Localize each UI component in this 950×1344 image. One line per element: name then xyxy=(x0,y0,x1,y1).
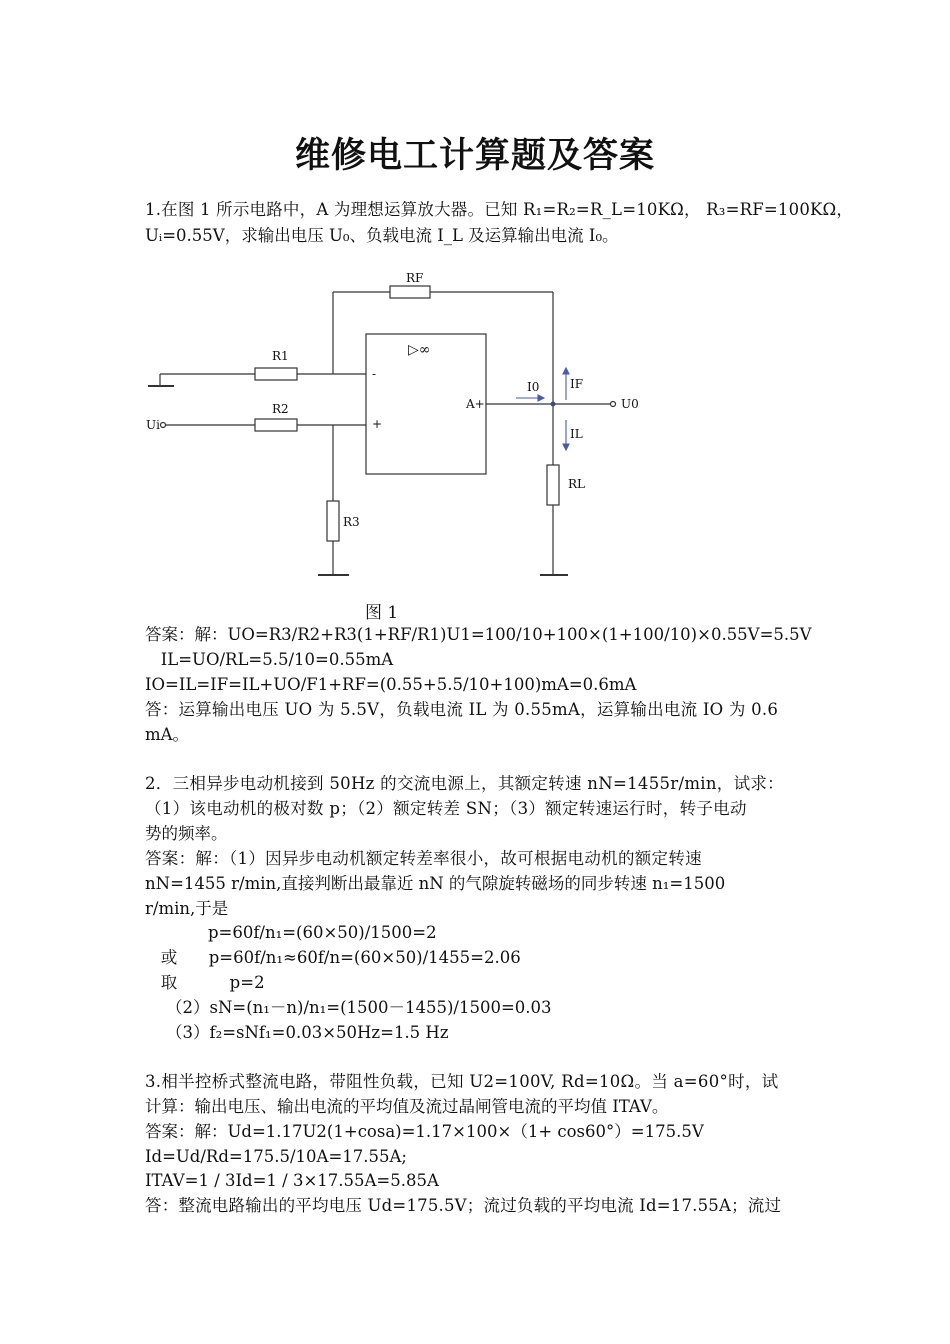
text-line: 答案：解：（1）因异步电动机额定转差率很小，故可根据电动机的额定转速 xyxy=(145,849,702,868)
label-a-plus: A+ xyxy=(466,397,485,411)
text-line: ITAV=1 / 3Id=1 / 3×17.55A=5.85A xyxy=(145,1171,439,1190)
text-line: （3）f₂=sNf₁=0.03×50Hz=1.5 Hz xyxy=(145,1023,449,1042)
text-line: 1.在图 1 所示电路中，A 为理想运算放大器。已知 R₁=R₂=R_L=10KΩ， R₃=RF=100KΩ， xyxy=(145,200,854,219)
text-line: r/min,于是 xyxy=(145,899,229,918)
page-title: 维修电工计算题及答案 xyxy=(294,136,655,176)
text-line: （2）sN=(n₁－n)/n₁=(1500－1455)/1500=0.03 xyxy=(145,998,552,1017)
resistor-r3 xyxy=(327,501,339,541)
text-line: Uᵢ=0.55V，求输出电压 U₀、负载电流 I_L 及运算输出电流 I₀。 xyxy=(145,226,619,245)
text-line: 或 p=60f/n₁≈60f/n=(60×50)/1455=2.06 xyxy=(145,948,521,967)
label-plus: + xyxy=(372,417,383,431)
text-line: 答案：解：UO=R3/R2+R3(1+RF/R1)U1=100/10+100×(1+100/10)×0.55V=5.5V xyxy=(145,625,812,644)
label-rl: RL xyxy=(568,477,586,491)
resistor-r2 xyxy=(255,419,297,431)
label-minus: - xyxy=(372,367,377,381)
label-ui: Ui xyxy=(146,418,160,432)
text-line: 答：整流电路输出的平均电压 Ud=175.5V；流过负载的平均电流 Id=17.55A；流过 xyxy=(145,1196,782,1215)
label-rf: RF xyxy=(406,271,424,285)
text-line: 答案：解：Ud=1.17U2(1+cosa)=1.17×100×（1+ cos60°）=175.5V xyxy=(145,1122,704,1141)
figure-caption: 图 1 xyxy=(365,603,399,623)
resistor-rf xyxy=(390,286,430,298)
text-line: 2．三相异步电动机接到 50Hz 的交流电源上，其额定转速 nN=1455r/min，试求： xyxy=(145,774,784,793)
label-if: IF xyxy=(570,377,584,391)
text-line: （1）该电动机的极对数 p；（2）额定转差 SN；（3）额定转速运行时，转子电动 xyxy=(145,799,747,818)
label-il: IL xyxy=(570,427,583,441)
text-line: IO=IL=IF=IL+UO/F1+RF=(0.55+5.5/10+100)mA=0.6mA xyxy=(145,675,637,694)
text-line: mA。 xyxy=(145,725,190,744)
label-io: I0 xyxy=(527,380,540,394)
label-r3: R3 xyxy=(343,515,360,529)
label-r2: R2 xyxy=(272,402,289,416)
label-r1: R1 xyxy=(272,349,289,363)
text-line: 势的频率。 xyxy=(145,824,228,843)
resistor-rl xyxy=(547,465,559,505)
resistor-r1 xyxy=(255,368,297,380)
text-line: 答：运算输出电压 UO 为 5.5V，负载电流 IL 为 0.55mA，运算输出电流 IO 为 0.6 xyxy=(145,700,779,719)
text-line: IL=UO/RL=5.5/10=0.55mA xyxy=(145,650,394,669)
text-line: nN=1455 r/min,直接判断出最靠近 nN 的气隙旋转磁场的同步转速 n₁=1500 xyxy=(145,874,726,893)
text-line: Id=Ud/Rd=175.5/10A=17.55A; xyxy=(145,1147,407,1166)
circuit-diagram xyxy=(140,268,660,588)
label-u0: U0 xyxy=(621,397,639,411)
opamp-symbol: ▷∞ xyxy=(408,342,431,358)
text-line: 3.相半控桥式整流电路，带阻性负载，已知 U2=100V, Rd=10Ω。当 a=60°时，试 xyxy=(145,1072,779,1091)
text-line: p=60f/n₁=(60×50)/1500=2 xyxy=(145,923,437,942)
text-line: 计算：输出电压、输出电流的平均值及流过晶闸管电流的平均值 ITAV。 xyxy=(145,1097,669,1116)
text-line: 取 p=2 xyxy=(145,973,265,992)
